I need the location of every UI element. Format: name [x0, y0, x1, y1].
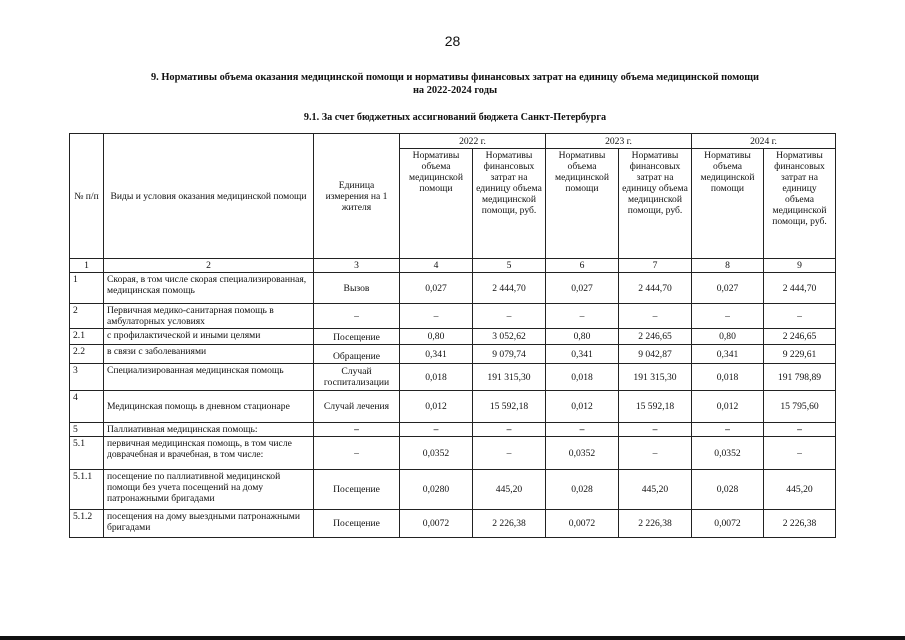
row-cost-2023: 15 592,18 — [619, 391, 692, 423]
header-fin-2023: Нормативы финансовых затрат на единицу объема медицинской помощи, руб. — [619, 149, 692, 259]
header-number-3: 3 — [314, 259, 400, 273]
row-cost-2022: 2 226,38 — [473, 510, 546, 538]
header-col-unit: Единица измерения на 1 жителя — [314, 134, 400, 259]
header-number-6: 6 — [546, 259, 619, 273]
row-cost-2023: – — [619, 437, 692, 470]
table-row — [70, 273, 836, 304]
row-kind: Первичная медико-санитарная помощь в амбулаторных условиях — [104, 304, 314, 329]
row-cost-2024: – — [764, 304, 836, 329]
row-kind: с профилактической и иными целями — [104, 329, 314, 345]
header-number-8: 8 — [692, 259, 764, 273]
row-cost-2022: 445,20 — [473, 470, 546, 510]
row-kind: Специализированная медицинская помощь — [104, 364, 314, 391]
row-volume-2022: 0,027 — [400, 273, 473, 304]
header-year-2024: 2024 г. — [692, 134, 836, 149]
header-col-kind: Виды и условия оказания медицинской помощи — [104, 134, 314, 259]
row-volume-2022: 0,018 — [400, 364, 473, 391]
document-title — [60, 71, 850, 97]
table-header — [70, 134, 836, 273]
row-volume-2022: 0,80 — [400, 329, 473, 345]
row-cost-2022: – — [473, 423, 546, 437]
row-volume-2024: 0,027 — [692, 273, 764, 304]
row-volume-2024: – — [692, 304, 764, 329]
row-unit: Посещение — [314, 329, 400, 345]
row-volume-2024: 0,028 — [692, 470, 764, 510]
row-cost-2022: – — [473, 304, 546, 329]
table-row — [70, 391, 836, 423]
row-kind: посещение по паллиативной медицинской помощи без учета посещений на дому патронажными бригадами — [104, 470, 314, 510]
row-cost-2024: 2 444,70 — [764, 273, 836, 304]
header-number-1: 1 — [70, 259, 104, 273]
row-volume-2022: 0,0072 — [400, 510, 473, 538]
page-bottom-rule — [0, 636, 905, 640]
table-row — [70, 510, 836, 538]
row-cost-2022: 3 052,62 — [473, 329, 546, 345]
table-body — [70, 273, 836, 538]
row-volume-2024: 0,341 — [692, 345, 764, 364]
title-line-2: на 2022-2024 годы — [412, 85, 498, 96]
row-volume-2023: 0,80 — [546, 329, 619, 345]
row-volume-2022: 0,0280 — [400, 470, 473, 510]
row-cost-2022: 9 079,74 — [473, 345, 546, 364]
row-volume-2023: 0,0072 — [546, 510, 619, 538]
row-number: 2.2 — [70, 345, 104, 364]
row-unit: Обращение — [314, 345, 400, 364]
row-kind: Медицинская помощь в дневном стационаре — [104, 391, 314, 423]
header-year-row — [70, 134, 836, 149]
row-unit: Случай лечения — [314, 391, 400, 423]
row-volume-2024: 0,018 — [692, 364, 764, 391]
row-number: 2 — [70, 304, 104, 329]
header-col-no: № п/п — [70, 134, 104, 259]
row-cost-2023: 191 315,30 — [619, 364, 692, 391]
row-kind: в связи с заболеваниями — [104, 345, 314, 364]
row-cost-2023: 2 226,38 — [619, 510, 692, 538]
row-number: 4 — [70, 391, 104, 423]
row-cost-2022: 2 444,70 — [473, 273, 546, 304]
header-vol-2024: Нормативы объема медицинской помощи — [692, 149, 764, 259]
header-number-9: 9 — [764, 259, 836, 273]
row-volume-2022: 0,341 — [400, 345, 473, 364]
table-row — [70, 437, 836, 470]
row-number: 2.1 — [70, 329, 104, 345]
row-cost-2024: 445,20 — [764, 470, 836, 510]
row-cost-2023: 2 246,65 — [619, 329, 692, 345]
row-volume-2024: 0,80 — [692, 329, 764, 345]
section-subtitle: 9.1. За счет бюджетных ассигнований бюджета Санкт-Петербурга — [303, 112, 607, 123]
page-number: 28 — [444, 33, 461, 49]
table-row — [70, 470, 836, 510]
table-row — [70, 329, 836, 345]
row-volume-2022: – — [400, 423, 473, 437]
row-volume-2023: 0,341 — [546, 345, 619, 364]
header-vol-2022: Нормативы объема медицинской помощи — [400, 149, 473, 259]
title-line-1: 9. Нормативы объема оказания медицинской помощи и нормативы финансовых затрат на единицу объема медицинской помощи — [150, 72, 760, 83]
row-number: 5.1.2 — [70, 510, 104, 538]
row-cost-2024: 9 229,61 — [764, 345, 836, 364]
row-unit: Посещение — [314, 470, 400, 510]
row-kind: посещения на дому выездными патронажными бригадами — [104, 510, 314, 538]
row-number: 5.1.1 — [70, 470, 104, 510]
row-cost-2024: – — [764, 423, 836, 437]
row-number: 5.1 — [70, 437, 104, 470]
row-unit: Вызов — [314, 273, 400, 304]
row-volume-2023: 0,027 — [546, 273, 619, 304]
row-volume-2024: 0,0352 — [692, 437, 764, 470]
table-row — [70, 304, 836, 329]
row-volume-2023: – — [546, 304, 619, 329]
row-volume-2023: 0,028 — [546, 470, 619, 510]
row-kind: первичная медицинская помощь, в том числе доврачебная и врачебная, в том числе: — [104, 437, 314, 470]
row-volume-2024: – — [692, 423, 764, 437]
row-cost-2023: – — [619, 304, 692, 329]
row-cost-2024: 2 246,65 — [764, 329, 836, 345]
header-number-4: 4 — [400, 259, 473, 273]
row-cost-2024: 191 798,89 — [764, 364, 836, 391]
header-vol-2023: Нормативы объема медицинской помощи — [546, 149, 619, 259]
norms-table — [69, 133, 836, 538]
row-volume-2022: 0,0352 — [400, 437, 473, 470]
row-volume-2023: 0,0352 — [546, 437, 619, 470]
row-volume-2024: 0,012 — [692, 391, 764, 423]
row-volume-2022: – — [400, 304, 473, 329]
row-unit: – — [314, 423, 400, 437]
row-volume-2023: 0,018 — [546, 364, 619, 391]
header-number-7: 7 — [619, 259, 692, 273]
row-volume-2024: 0,0072 — [692, 510, 764, 538]
table-row — [70, 423, 836, 437]
row-cost-2024: 15 795,60 — [764, 391, 836, 423]
row-volume-2023: 0,012 — [546, 391, 619, 423]
row-kind: Паллиативная медицинская помощь: — [104, 423, 314, 437]
table-row — [70, 364, 836, 391]
row-cost-2024: 2 226,38 — [764, 510, 836, 538]
row-cost-2022: 15 592,18 — [473, 391, 546, 423]
row-cost-2023: 9 042,87 — [619, 345, 692, 364]
row-unit: Случай госпитализации — [314, 364, 400, 391]
header-number-row — [70, 259, 836, 273]
header-number-2: 2 — [104, 259, 314, 273]
row-unit: – — [314, 437, 400, 470]
row-kind: Скорая, в том числе скорая специализированная, медицинская помощь — [104, 273, 314, 304]
row-cost-2023: 445,20 — [619, 470, 692, 510]
header-year-2022: 2022 г. — [400, 134, 546, 149]
header-fin-2024: Нормативы финансовых затрат на единицу объема медицинской помощи, руб. — [764, 149, 836, 259]
row-cost-2023: – — [619, 423, 692, 437]
row-cost-2023: 2 444,70 — [619, 273, 692, 304]
header-fin-2022: Нормативы финансовых затрат на единицу объема медицинской помощи, руб. — [473, 149, 546, 259]
row-number: 5 — [70, 423, 104, 437]
row-cost-2022: – — [473, 437, 546, 470]
header-number-5: 5 — [473, 259, 546, 273]
row-number: 3 — [70, 364, 104, 391]
table-row — [70, 345, 836, 364]
row-unit: Посещение — [314, 510, 400, 538]
row-volume-2022: 0,012 — [400, 391, 473, 423]
row-cost-2022: 191 315,30 — [473, 364, 546, 391]
row-number: 1 — [70, 273, 104, 304]
row-cost-2024: – — [764, 437, 836, 470]
row-unit: – — [314, 304, 400, 329]
row-volume-2023: – — [546, 423, 619, 437]
header-year-2023: 2023 г. — [546, 134, 692, 149]
